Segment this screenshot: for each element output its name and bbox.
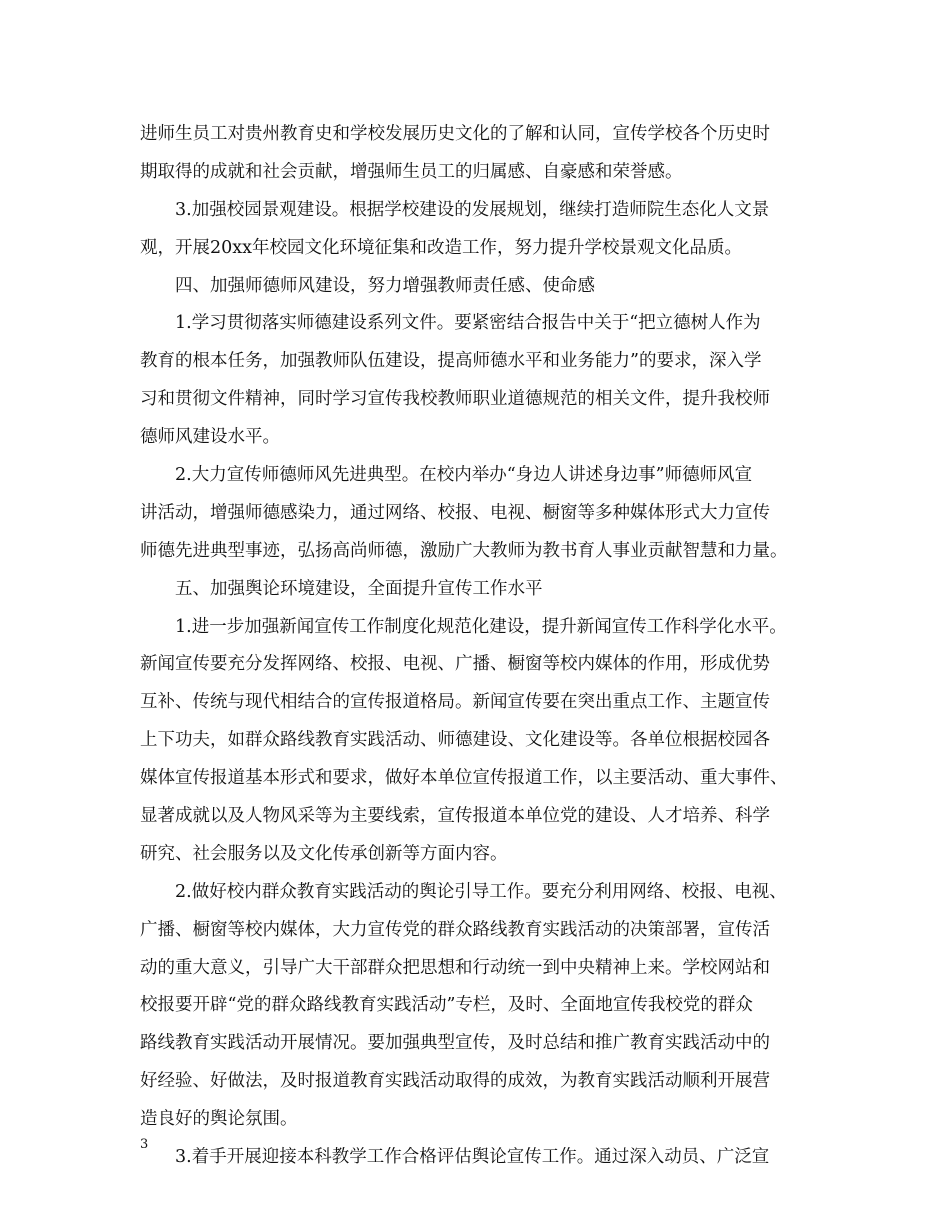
text-line: 媒体宣传报道基本形式和要求，做好本单位宣传报道工作，以主要活动、重大事件、 bbox=[140, 768, 788, 789]
text-line: 2.大力宣传师德师风先进典型。在校内举办“身边人讲述身边事”师德师风宣 bbox=[175, 465, 753, 486]
section-heading: 五、加强舆论环境建设，全面提升宣传工作水平 bbox=[175, 578, 543, 599]
text-line: 好经验、好做法，及时报道教育实践活动取得的成效，为教育实践活动顺利开展营 bbox=[140, 1071, 770, 1092]
text-line: 互补、传统与现代相结合的宣传报道格局。新闻宣传要在突出重点工作、主题宣传 bbox=[140, 692, 770, 713]
text-line: 3.加强校园景观建设。根据学校建设的发展规划，继续打造师院生态化人文景 bbox=[175, 199, 770, 220]
section-heading: 四、加强师德师风建设，努力增强教师责任感、使命感 bbox=[175, 275, 595, 296]
text-line: 动的重大意义，引导广大干部群众把思想和行动统一到中央精神上来。学校网站和 bbox=[140, 957, 770, 978]
text-line: 广播、橱窗等校内媒体，大力宣传党的群众路线教育实践活动的决策部署，宣传活 bbox=[140, 919, 770, 940]
text-line: 显著成就以及人物风采等为主要线索，宣传报道本单位党的建设、人才培养、科学 bbox=[140, 806, 770, 827]
text-line: 1.进一步加强新闻宣传工作制度化规范化建设，提升新闻宣传工作科学化水平。 bbox=[175, 616, 787, 637]
text-line: 教育的根本任务，加强教师队伍建设，提高师德水平和业务能力”的要求，深入学 bbox=[140, 351, 762, 372]
text-line: 新闻宣传要充分发挥网络、校报、电视、广播、橱窗等校内媒体的作用，形成优势 bbox=[140, 654, 770, 675]
text-line: 1.学习贯彻落实师德建设系列文件。要紧密结合报告中关于“把立德树人作为 bbox=[175, 313, 761, 334]
text-line: 路线教育实践活动开展情况。要加强典型宣传，及时总结和推广教育实践活动中的 bbox=[140, 1033, 770, 1054]
text-line: 期取得的成就和社会贡献，增强师生员工的归属感、自豪感和荣誉感。 bbox=[140, 161, 683, 182]
text-line: 校报要开辟“党的群众路线教育实践活动”专栏，及时、全面地宣传我校党的群众 bbox=[140, 995, 753, 1016]
text-line: 3.着手开展迎接本科教学工作合格评估舆论宣传工作。通过深入动员、广泛宣 bbox=[175, 1147, 770, 1168]
text-line: 讲活动，增强师德感染力，通过网络、校报、电视、橱窗等多种媒体形式大力宣传 bbox=[140, 502, 770, 523]
text-line: 上下功夫，如群众路线教育实践活动、师德建设、文化建设等。各单位根据校园各 bbox=[140, 730, 770, 751]
text-line: 进师生员工对贵州教育史和学校发展历史文化的了解和认同，宣传学校各个历史时 bbox=[140, 124, 770, 144]
text-line: 造良好的舆论氛围。 bbox=[140, 1109, 298, 1130]
body-text bbox=[140, 116, 830, 1177]
page-number: 3 bbox=[140, 1137, 149, 1152]
text-line: 研究、社会服务以及文化传承创新等方面内容。 bbox=[140, 843, 508, 864]
text-line: 德师风建设水平。 bbox=[140, 427, 280, 448]
text-line: 2.做好校内群众教育实践活动的舆论引导工作。要充分利用网络、校报、电视、 bbox=[175, 881, 787, 902]
text-line: 习和贯彻文件精神，同时学习宣传我校教师职业道德规范的相关文件，提升我校师 bbox=[140, 389, 770, 410]
text-line: 师德先进典型事迹，弘扬高尚师德，激励广大教师为教书育人事业贡献智慧和力量。 bbox=[140, 540, 788, 561]
text-line: 观，开展20xx年校园文化环境征集和改造工作，努力提升学校景观文化品质。 bbox=[140, 237, 743, 258]
